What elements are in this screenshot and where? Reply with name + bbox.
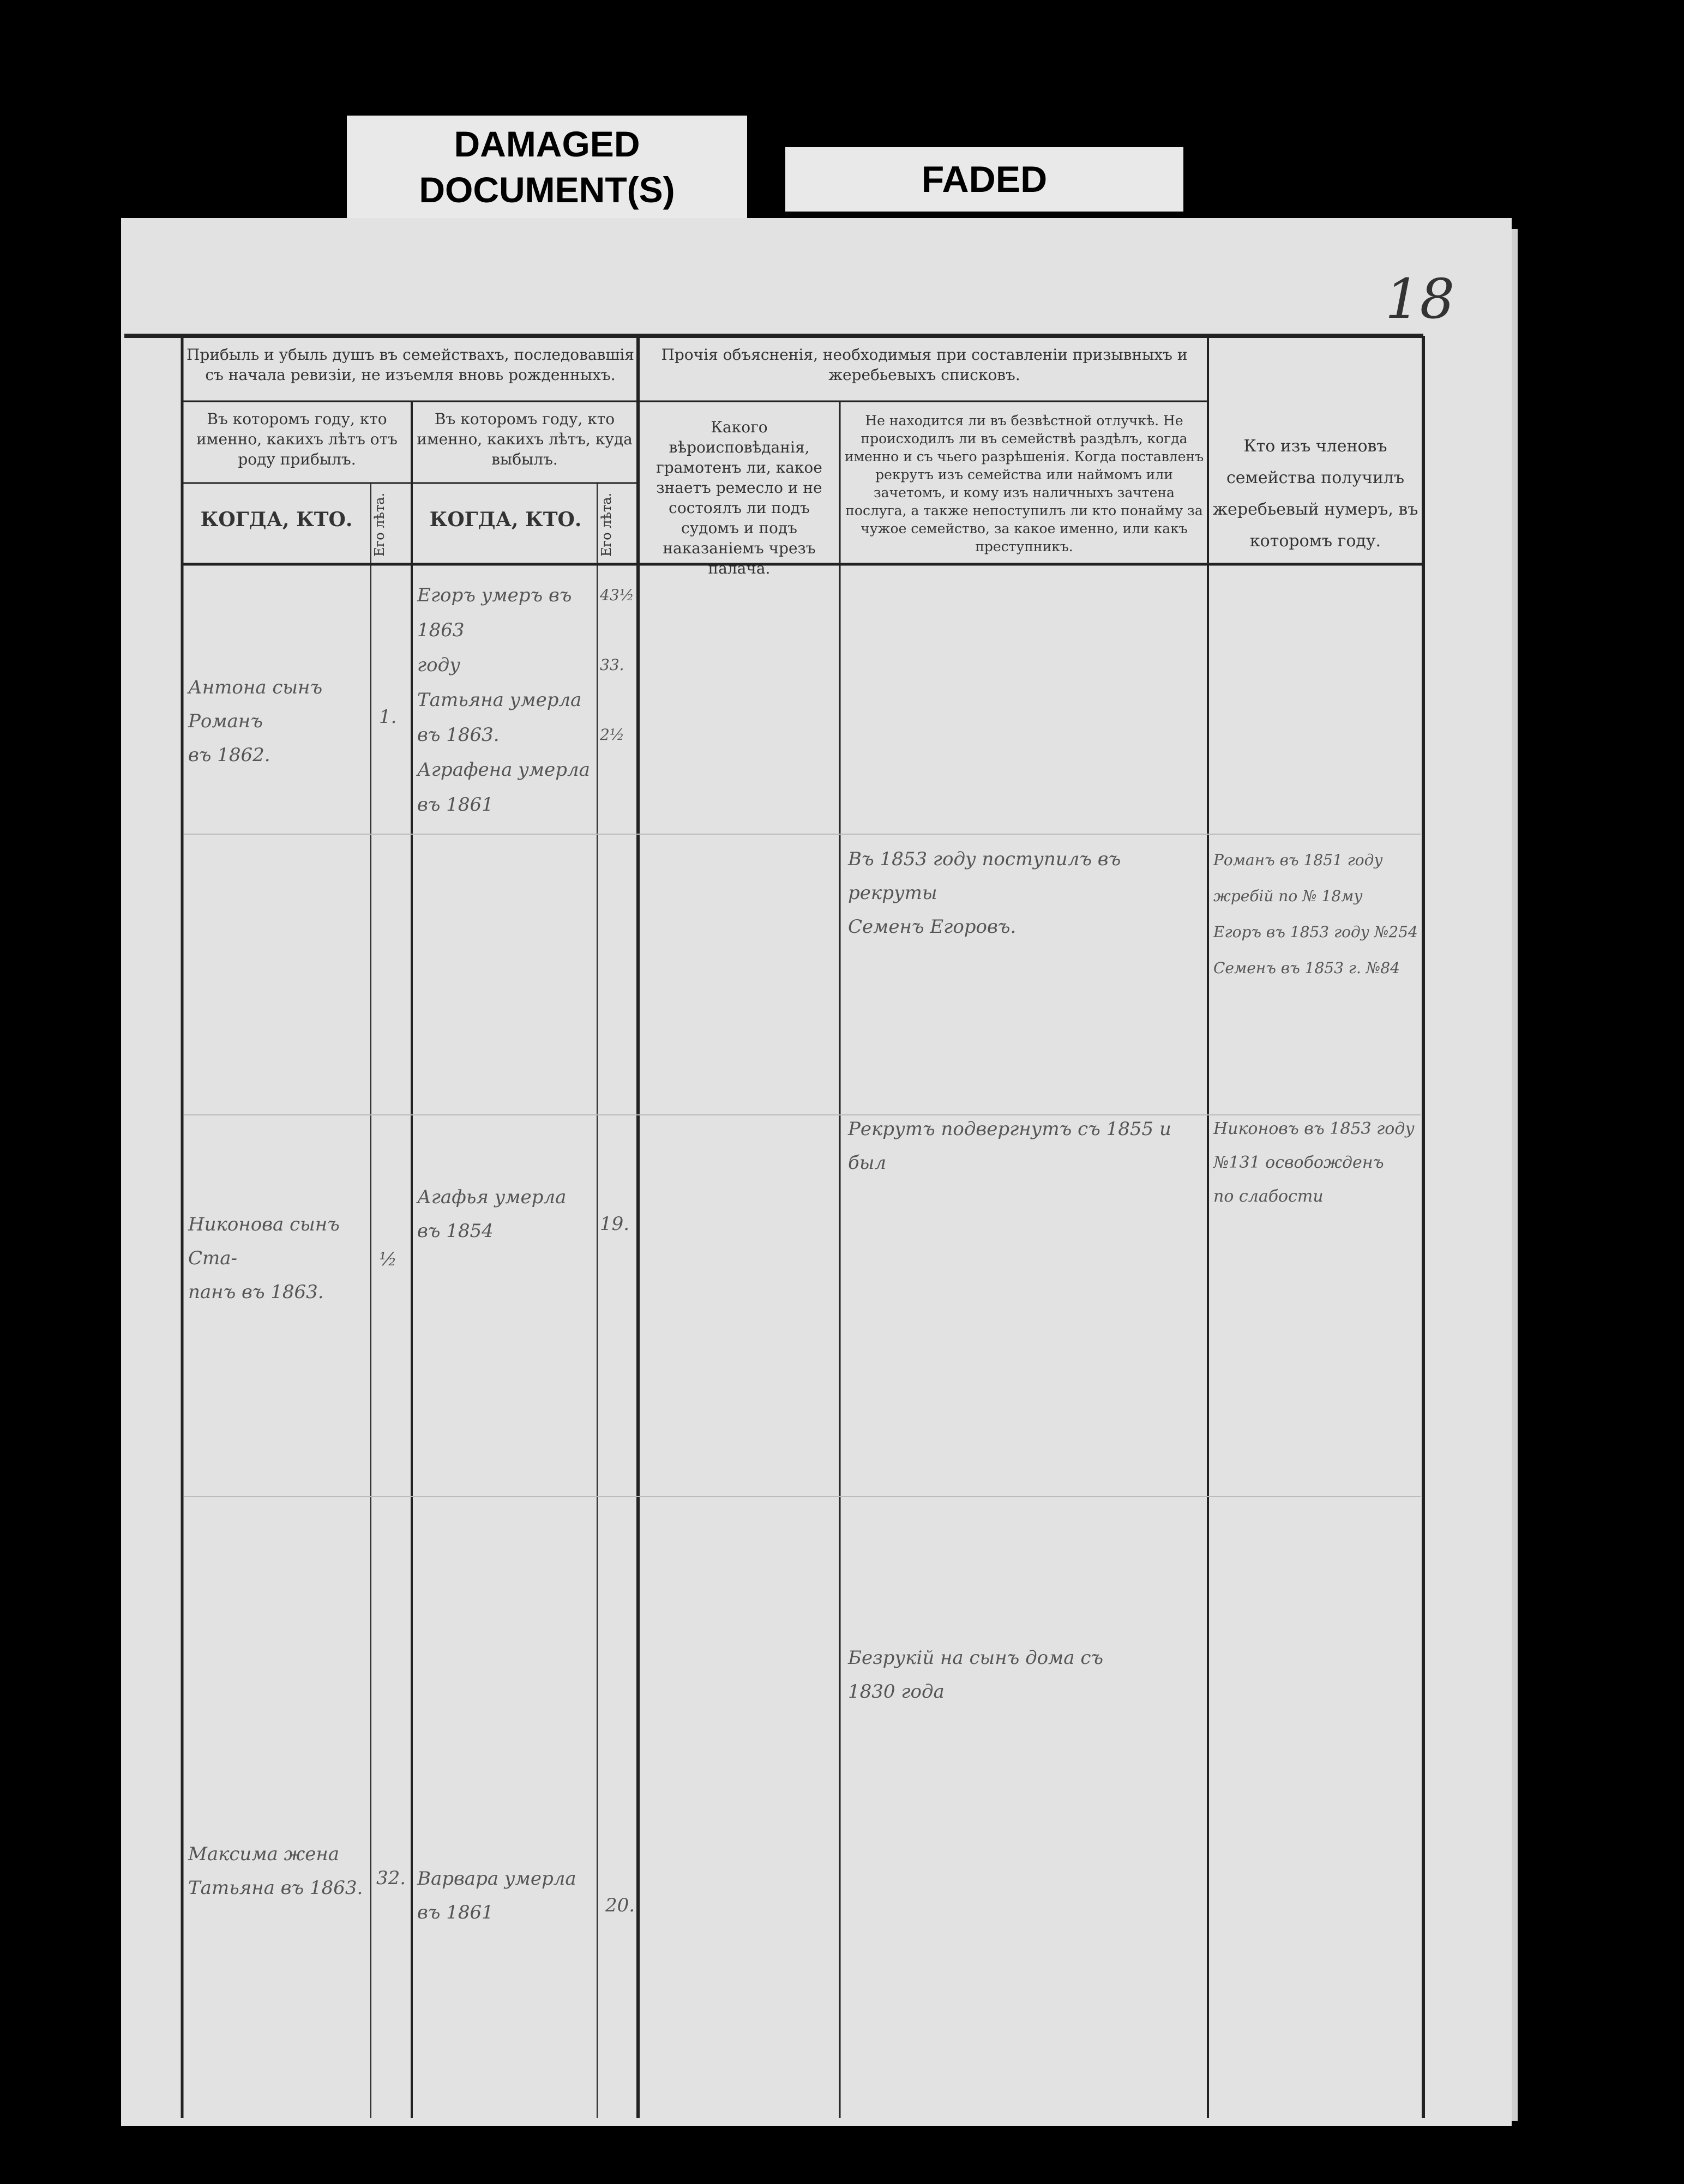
page-number: 18 bbox=[1385, 267, 1455, 331]
entry-row5-gain-age: 32. bbox=[376, 1867, 406, 1889]
damaged-tag-label: DAMAGED DOCUMENT(S) bbox=[419, 124, 675, 210]
header-age-gain: Его лѣта. bbox=[372, 492, 387, 557]
entry-row5-gain: Максима жена Татьяна въ 1863. bbox=[188, 1843, 363, 1899]
header-absence: Не находится ли въ безвѣстной отлучкѣ. Не происходилъ ли въ семействѣ раздѣлъ, когда именно и съ чьего разрѣшенiя. Когда поставленъ рекрутъ изъ семейства или наймомъ или зачетомъ, и кому изъ наличныхъ зачтена послуга, а также непоступилъ ли кто понайму за чужое семейство, за какое именно, или какъ преступникъ. bbox=[844, 413, 1204, 554]
entry-row3-loss: Агафья умерла въ 1854 bbox=[417, 1186, 567, 1242]
entry-row2-absence: Въ 1853 году поступилъ въ рекруты Семенъ Егоровъ. bbox=[848, 848, 1121, 938]
header-gain: Въ которомъ году, кто именно, какихъ лѣтъ отъ роду прибылъ. bbox=[196, 410, 398, 468]
entry-row1-gain: Антона сынъ Романъ въ 1862. bbox=[188, 677, 323, 766]
header-gain-loss-group: Прибыль и убыль душъ въ семействахъ, последовавшiя съ начала ревизiи, не изъемля вновь рожденныхъ. bbox=[187, 346, 634, 384]
entry-row3-gain-age: ½ bbox=[379, 1248, 397, 1270]
entry-row1-loss-age: 43½ 33. 2½ bbox=[600, 586, 634, 744]
header-age-loss: Его лѣта. bbox=[599, 492, 614, 557]
header-loss: Въ которомъ году, кто именно, какихъ лѣтъ, куда выбылъ. bbox=[417, 410, 633, 468]
entry-row4-absence: Безрукiй на сынъ дома съ 1830 года bbox=[848, 1647, 1104, 1703]
entry-row5-loss-age: 20. bbox=[605, 1895, 635, 1916]
entry-row3-lot: Никоновъ въ 1853 году №131 освобожденъ по слабости bbox=[1213, 1119, 1415, 1206]
header-when-who-loss: КОГДА, КТО. bbox=[429, 508, 582, 531]
entry-row3-gain: Никонова сынъ Ста- панъ въ 1863. bbox=[188, 1214, 340, 1303]
entry-row5-loss: Варвара умерла въ 1861 bbox=[417, 1868, 576, 1923]
entry-row1-gain-age: 1. bbox=[379, 706, 397, 728]
header-religion: Какого вѣроисповѣданiя, грамотенъ ли, какое знаетъ ремесло и не состоялъ ли подъ судомъ и подъ наказанiемъ чрезъ палача. bbox=[656, 418, 822, 577]
entry-row3-loss-age: 19. bbox=[600, 1213, 630, 1235]
entry-row1-loss: Егоръ умеръ въ 1863 году Татьяна умерла въ 1863. Аграфена умерла въ 1861 bbox=[417, 584, 590, 816]
header-lot: Кто изъ членовъ семейства получилъ жеребьевый нумеръ, въ которомъ году. bbox=[1212, 437, 1418, 551]
header-other-explanations: Прочiя объясненiя, необходимыя при составленiи призывныхъ и жеребьевыхъ списковъ. bbox=[661, 346, 1188, 384]
faded-tag-label: FADED bbox=[921, 159, 1048, 200]
entry-row3-absence: Рекрутъ подвергнутъ съ 1855 и был bbox=[848, 1118, 1171, 1174]
entry-row2-lot: Романъ въ 1851 году жребiй по № 18му Егоръ въ 1853 году №254 Семенъ въ 1853 г. №84 bbox=[1213, 851, 1418, 977]
header-when-who-gain: КОГДА, КТО. bbox=[200, 508, 353, 531]
